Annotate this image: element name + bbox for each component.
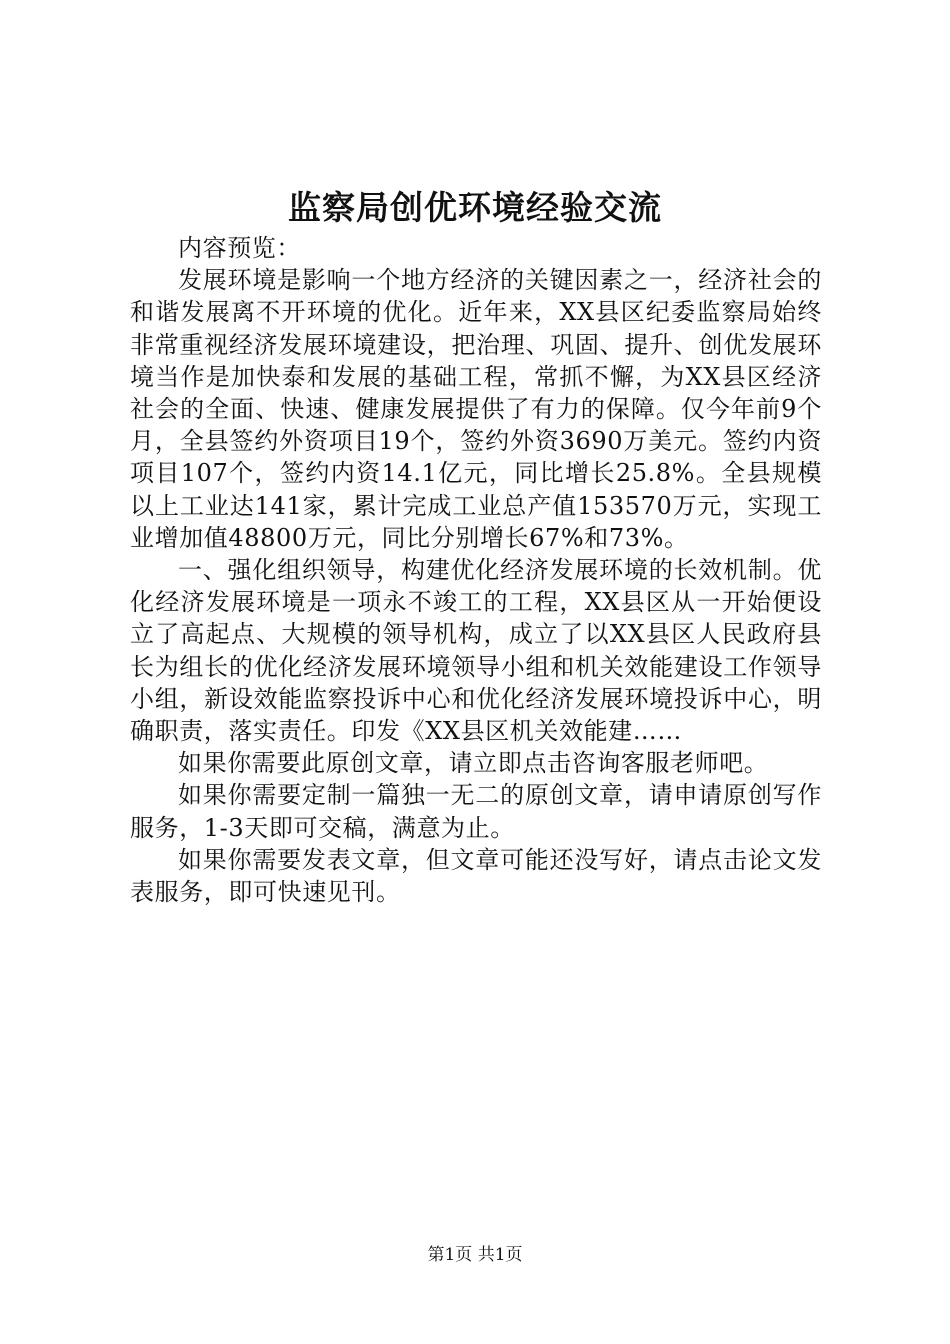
- preview-label: 内容预览：: [178, 234, 301, 262]
- document-title: 监察局创优环境经验交流: [288, 188, 662, 227]
- paragraph-intro: 发展环境是影响一个地方经济的关键因素之一，经济社会的和谐发展离不开环境的优化。近年来，XX县区纪委监察局始终非常重视经济发展环境建设，把治理、巩固、提升、创优发展环境当作是加快泰和发展的基础工程，常抓不懈，为XX县区经济社会的全面、快速、健康发展提供了有力的保障。仅今年前9个月，全县签约外资项目19个，签约外资3690万美元。签约内资项目107个，签约内资14.1亿元，同比增长25.8%。全县规模以上工业达141家，累计完成工业总产值153570万元，实现工业增加值48800万元，同比分别增长67%和73%。: [130, 266, 822, 552]
- paragraph-original-article: 如果你需要此原创文章，请立即点击咨询客服老师吧。: [178, 749, 769, 778]
- paragraph-section-one: 一、强化组织领导，构建优化经济发展环境的长效机制。优化经济发展环境是一项永不竣工的工程，XX县区从一开始便设立了高起点、大规模的领导机构，成立了以XX县区人民政府县长为组长的优化经济发展环境领导小组和机关效能建设工作领导小组，新设效能监察投诉中心和优化经济发展环境投诉中心，明确职责，落实责任。印发《XX县区机关效能建……: [130, 556, 822, 746]
- paragraph-publishing: 如果你需要发表文章，但文章可能还没写好，请点击论文发表服务，即可快速见刊。: [130, 845, 822, 907]
- page-number-footer: 第1页 共1页: [427, 1245, 523, 1265]
- paragraph-custom-writing: 如果你需要定制一篇独一无二的原创文章，请申请原创写作服务，1-3天即可交稿，满意为止。: [130, 781, 822, 842]
- document-body: [130, 232, 822, 908]
